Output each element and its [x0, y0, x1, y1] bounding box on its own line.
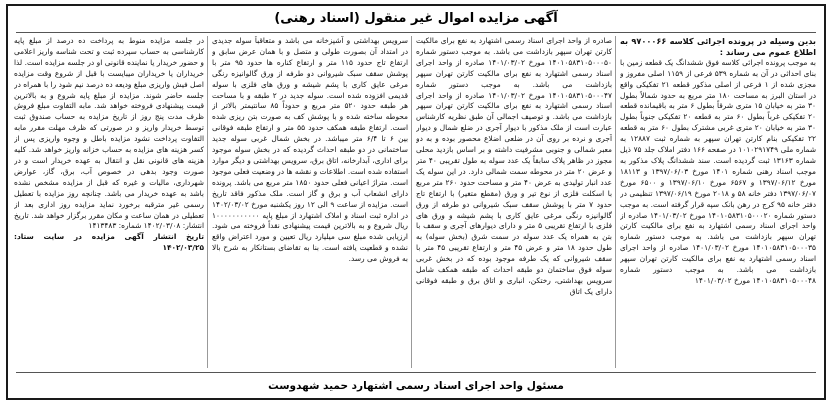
column-divider	[411, 36, 412, 368]
column-3-body: سرویس بهداشتی و آشپزخانه می باشد و متعاقباً سوله جدیدی در امتداد آن بصورت طولی و متصل و با همان عرض سابق و ارتفاع تاج حدود ۱۱۵ متر و ارتفاع کناره ها حدود ۹۵ متر با پوشش سقف سبک شیروانی دو طرفه از ورق گالوانیزه رنگی مرغی عایق کاری با پشم شیشه و ورق های فلزی با سوله قدیمی افزوده شده است. سوله جدید در ۲ طبقه و با مساحت هر طبقه حدود ۵۲۰ متر مربع و حدوداً ۸۵ سانتیمتر بالاتر از محوطه ساخته شده و با پوشش کف به صورت بتن ریزی شده است. ارتفاع طبقه همکف حدود ۵۵ متر و ارتفاع طبقه فوقانی بین ۶ تا ۶/۴ متر میباشد. در بخش شمال غربی سوله جدید ساختمانی در دو طبقه احداث گردیده که در بخش سوله موجود برای اداری، آبدارخانه، اتاق برق، سرویس بهداشتی و دیگر موارد استفاده شده است. اطلاعات و نقشه ها در وضعیت فعلی موجود است. متراژ اعیانی فعلی حدود ۱۸۵۰ متر مربع می باشد. پرونده دارای انشعاب آب و برق و گاز است. ملک مذکور فاقد تاریخ است. مزایده از ساعت ۹ الی ۱۲ روز یکشنبه مورخ ۱۴۰۲/۰۳/۰۲ در اداره ثبت اسناد و املاک اشتهارد از مبلغ پایه ۱۰۰۰۰۰۰۰۰۰۰۰ ریال شروع و به بالاترین قیمت پیشنهادی نقداً فروخته می شود. ارزیابی شده مبلغ سی میلیارد ریال تعیین و مورد اعتراض واقع نشده و قطعیت یافته است. بنا به تقاضای بستانکار به شرح بالا به فروش می رسد.	[212, 36, 408, 264]
text-column-2	[416, 36, 612, 368]
notice-title: آگهی مزایده اموال غیر منقول (اسناد رهنی)	[274, 11, 558, 26]
text-column-3	[212, 36, 408, 368]
column-divider	[207, 36, 208, 368]
column-1-body: به موجب پرونده اجرائی کلاسه فوق ششدانگ یک قطعه زمین با بنای احداثی در آن به شماره ۵۳۹ فرعی از ۱۱۵۹ اصلی مفروز و مجزی شده از ۱ فرعی از اصلی مذکور قطعه ۲۱ تفکیکی واقع در استان البرز به مساحت ۱۸۰ متر مربع به حدود شمالاً بطول ۳۰ متر به خیابان ۱۵ متری شرقاً بطول ۶ متر به باقیمانده قطعه ۲۰ تفکیکی غرباً بطول ۶۰ متر به قطعه ۲۰ تفکیکی جنوباً بطول ۳۰ متر به خیابان ۲۰ متری غربی مشترک بطول ۶۰ متر به قطعه ۲۲ تفکیکی بنام کارتن تهران سپهر به شماره ثبت ۱۲۸۸۷ به شماره ملی ۱۰۱۰۲۹۱۷۴۹ در صفحه ۱۶۶ دفتر املاک جلد ۷۵ ذیل شماره ۱۳۱۶۳ ثبت گردیده است. سند ششدانگ پلاک مذکور به موجب اسناد رهنی شماره ۱۴۰۱ مورخ ۱۳۹۷/۰۶/۰۳ و ۱۸۱۱۳ مورخ ۱۳۹۷/۰۶/۱۲ و ۶۵۶۷ مورخ ۱۳۹۷/۰۶/۱۰ و ۶۵۰۰ مورخ ۱۳۹۷/۰۶/۰۷ دفتر خانه ۵۸ و ۲۰۱۸ مورخ ۱۳۹۷/۰۶/۱۹ تنظیمی در دفتر خانه ۹۵ کرج در رهن بانک سپه قرار گرفته است. به موجب دستور شماره ۱۴۰۱۰۵۸۳۱۰۵۰۰۰۲۰ مورخ ۱۴۰۱/۰۳/۰۲ صادره از واحد اجرای اسناد رسمی اشتهارد به نفع برای مالکیت کارتن تهران سپهر بازداشت می باشد. به موجب دستور شماره ۱۴۰۱۰۵۸۳۱۰۵۰۰۰۳۵ مورخ ۱۴۰۱/۰۳/۰۲ صادره از واحد اجرای اسناد رسمی اشتهارد به نفع برای مالکیت کارتن تهران سپهر بازداشت می باشد. به موجب دستور شماره ۱۴۰۱۰۵۸۳۱۰۵۰۰۰۴۸ مورخ ۱۴۰۱/۰۳/۰۲	[620, 57, 816, 285]
text-column-1	[620, 36, 816, 368]
publication-dateline: تاریخ انتشار آگهی مزایده در سایت ستاد: ۱۴۰۲/۰۳/۲۵	[14, 232, 204, 253]
footer-divider	[16, 372, 816, 373]
text-column-4	[14, 36, 204, 368]
column-2-body: صادره از واحد اجرای اسناد رسمی اشتهارد به نفع برای مالکیت کارتن تهران سپهر بازداشت می باشد. به موجب دستور شماره ۱۴۰۱۰۵۸۳۱۰۵۰۰۰۵۰ مورخ ۱۴۰۱/۰۳/۰۲ صادره از واحد اجرای اسناد رسمی اشتهارد به نفع برای مالکیت کارتن تهران سپهر بازداشت می باشد. به موجب دستور شماره ۱۴۰۱۰۵۸۳۱۰۵۰۰۰۴۷ مورخ ۱۴۰۱/۰۳/۰۲ صادره از واحد اجرای اسناد رسمی اشتهارد به نفع برای مالکیت کارتن تهران سپهر بازداشت می باشد. و توصیف اجمالی آن طبق نظریه کارشناس عبارت است از ملک مذکور با دیوار آجری در ضلع شمال و دیوار آجری و نرده بر روی آن در ضلعی اضلاع محصور بوده و به دو معبر شمالی و جنوبی مشرفیت داشته و بر اساس بازدید محلی مجوز در ظاهر پلاک سابقاً یک عدد سوله به طول تقریبی ۴۰ متر و عرض ۲۰ متر در محوطه سمت شمالی دارد. در این سوله یک عدد انبار تولیدی به عرض ۴۰ متر و مساحت حدود ۲۶۰ متر مربع با اسکلت فلزی از نوع تیر و ورق (مقطع متغیر) با ارتفاع تاج حدود ۷ متر با پوشش سقف سبک شیروانی دو طرفه از ورق گالوانیزه رنگی مرغی عایق کاری با پشم شیشه و ورق های فلزی با ارتفاع تقریبی ۵ متر و دارای دیوارهای آجری و سقف با بتن به همراه یک عدد سوله در سمت شرق (بخش سوله) به طول حدود ۱۸ متر و عرض ۴۵ متر و ارتفاع تقریبی ۴۵ متر با سقف شیروانی که یک طرفه موجود بوده که در بخش غربی سوله فوق ساختمان دو طبقه احداث که طبقه همکف شامل سرویس بهداشتی، رختکن، انباری و اتاق برق و طبقه فوقانی دارای یک اتاق	[416, 36, 612, 296]
column-divider	[615, 36, 616, 368]
column-4-body: در جلسه مزایده منوط به پرداخت ده درصد از مبلغ پایه کارشناسی به حساب سپرده ثبت و تحت شناسه واریز اعلامی و حضور خریدار یا نماینده قانونی او در جلسه مزایده است. لذا خریداران یا خریداران میبایست با قبل از شروع وقت مزایده اصل فیش واریزی مبلغ ودیعه ده درصد نیم شود را با همراه در جلسه حاضر شوند. مزایده از مبلغ پایه شروع و به بالاترین قیمت پیشنهادی فروخته خواهد شد. مابه التفاوت مبلغ فروش ظرف مدت پنج روز از تاریخ مزایده به حساب صندوق ثبت توسط خریدار واریز و در صورتی که ظرف مهلت مقرر مابه التفاوت پرداخت نشود مزایده باطل و وجوه واریزی پس از کسر هزینه های مزایده به حساب خزانه واریز خواهد شد. کلیه هزینه های قانونی نقل و انتقال به عهده خریدار است و در صورت وجود بدهی در خصوص آب، برق، گاز، عوارض شهرداری، مالیات و غیره که قبل از مزایده مشخص نشده باشد به عهده خریدار می باشد. چنانچه روز مزایده با تعطیل رسمی غیر مترقبه برخورد نماید مزایده روز اداری بعد از تعطیلی در همان ساعت و مکان مقرر برگزار خواهد شد. تاریخ انتشار: ۱۴۰۲/۰۳/۰۸ شماره: ۱۴۱۳۴۸۳	[14, 36, 204, 231]
title-divider	[16, 32, 816, 33]
signature-line: مسئول واحد اجرای اسناد رسمی اشتهارد حمید شهدوست	[268, 380, 564, 392]
column-1-heading: بدین وسیله در پرونده اجرائی کلاسه ۹۷۰۰۰۶۶ به اطلاع عموم می رساند :	[620, 36, 816, 57]
auction-notice	[6, 4, 826, 400]
